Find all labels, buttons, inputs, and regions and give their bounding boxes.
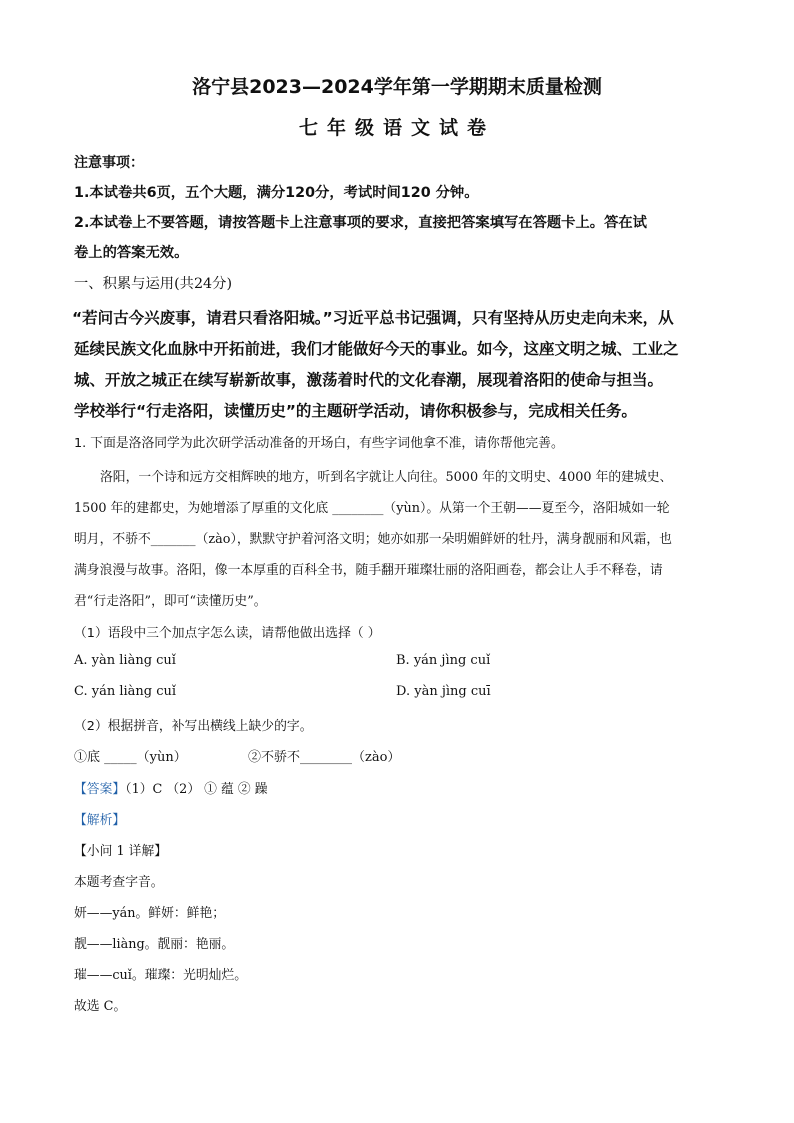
- question-1-stem: 1. 下面是洛洛同学为此次研学活动准备的开场白，有些字词他拿不准，请你帮他完善。: [74, 436, 564, 451]
- answer-text: （1）C （2） ① 蕴 ② 躁: [125, 782, 268, 797]
- blank-2: ②不骄不________（zào）: [248, 750, 401, 765]
- detail-line-5: 故选 C。: [74, 999, 127, 1014]
- section-1-intro-line-1: “若问古今兴废事，请君只看洛阳城。”习近平总书记强调，只有坚持从历史走向未来，从: [72, 309, 674, 327]
- passage-line-5: 君“行走洛阳”，即可“读懂历史”。: [74, 594, 267, 609]
- answer-label: 【答案】: [74, 782, 126, 797]
- passage-line-4: 满身浪漫与故事。洛阳，像一本厚重的百科全书，随手翻开璀璨壮丽的洛阳画卷，都会让人手不释卷，请: [74, 563, 663, 578]
- blank-1: ①底 _____（yùn）: [74, 750, 187, 765]
- passage-line-1: 洛阳，一个诗和远方交相辉映的地方，听到名字就让人向往。5000 年的文明史、4000 年的建城史、: [100, 470, 673, 485]
- section-1-intro-line-3: 城、开放之城正在续写崭新故事，激荡着时代的文化春潮，展现着洛阳的使命与担当。: [74, 371, 664, 389]
- detail-line-4: 璀——cuǐ。璀璨：光明灿烂。: [74, 968, 248, 983]
- option-b: B. yán jìng cuǐ: [396, 653, 491, 668]
- section-1-heading: 一、积累与运用(共24分): [74, 276, 233, 292]
- option-d: D. yàn jìng cuī: [396, 684, 491, 699]
- option-c: C. yán liàng cuǐ: [74, 684, 177, 699]
- detail-line-3: 靓——liàng。靓丽：艳丽。: [74, 937, 235, 952]
- passage-line-3: 明月，不骄不_______（zào），默默守护着河洛文明；她亦如那一朵明媚鲜妍的牡丹，满身靓丽和风霜，也: [74, 532, 672, 547]
- section-1-intro-line-4: 学校举行“行走洛阳，读懂历史”的主题研学活动，请你积极参与，完成相关任务。: [74, 402, 637, 420]
- section-1-intro-line-2: 延续民族文化血脉中开拓前进，我们才能做好今天的事业。如今，这座文明之城、工业之: [74, 340, 679, 358]
- sub-question-2: （2）根据拼音，补写出横线上缺少的字。: [74, 719, 313, 734]
- notice-item-2-line-2: 卷上的答案无效。: [74, 245, 189, 261]
- detail-label: 【小问 1 详解】: [74, 844, 168, 859]
- option-a: A. yàn liàng cuǐ: [74, 653, 176, 668]
- detail-line-2: 妍——yán。鲜妍：鲜艳；: [74, 906, 226, 921]
- analysis-label: 【解析】: [74, 813, 126, 828]
- sub-question-1: （1）语段中三个加点字怎么读，请帮他做出选择（ ）: [74, 626, 381, 641]
- detail-line-1: 本题考查字音。: [74, 875, 164, 890]
- answer-row: [74, 778, 268, 797]
- exam-subtitle: 七年级语文试卷: [298, 117, 495, 139]
- notice-heading: 注意事项：: [74, 155, 144, 171]
- notice-item-2-line-1: 2.本试卷上不要答题，请按答题卡上注意事项的要求，直接把答案填写在答题卡上。答在试: [74, 215, 647, 231]
- notice-item-1: 1.本试卷共6页，五个大题，满分120分，考试时间120 分钟。: [74, 185, 479, 201]
- exam-title: 洛宁县2023—2024学年第一学期期末质量检测: [192, 76, 602, 98]
- passage-line-2: 1500 年的建都史，为她增添了厚重的文化底 ________（yùn）。从第一个王朝——夏至今，洛阳城如一轮: [74, 501, 670, 516]
